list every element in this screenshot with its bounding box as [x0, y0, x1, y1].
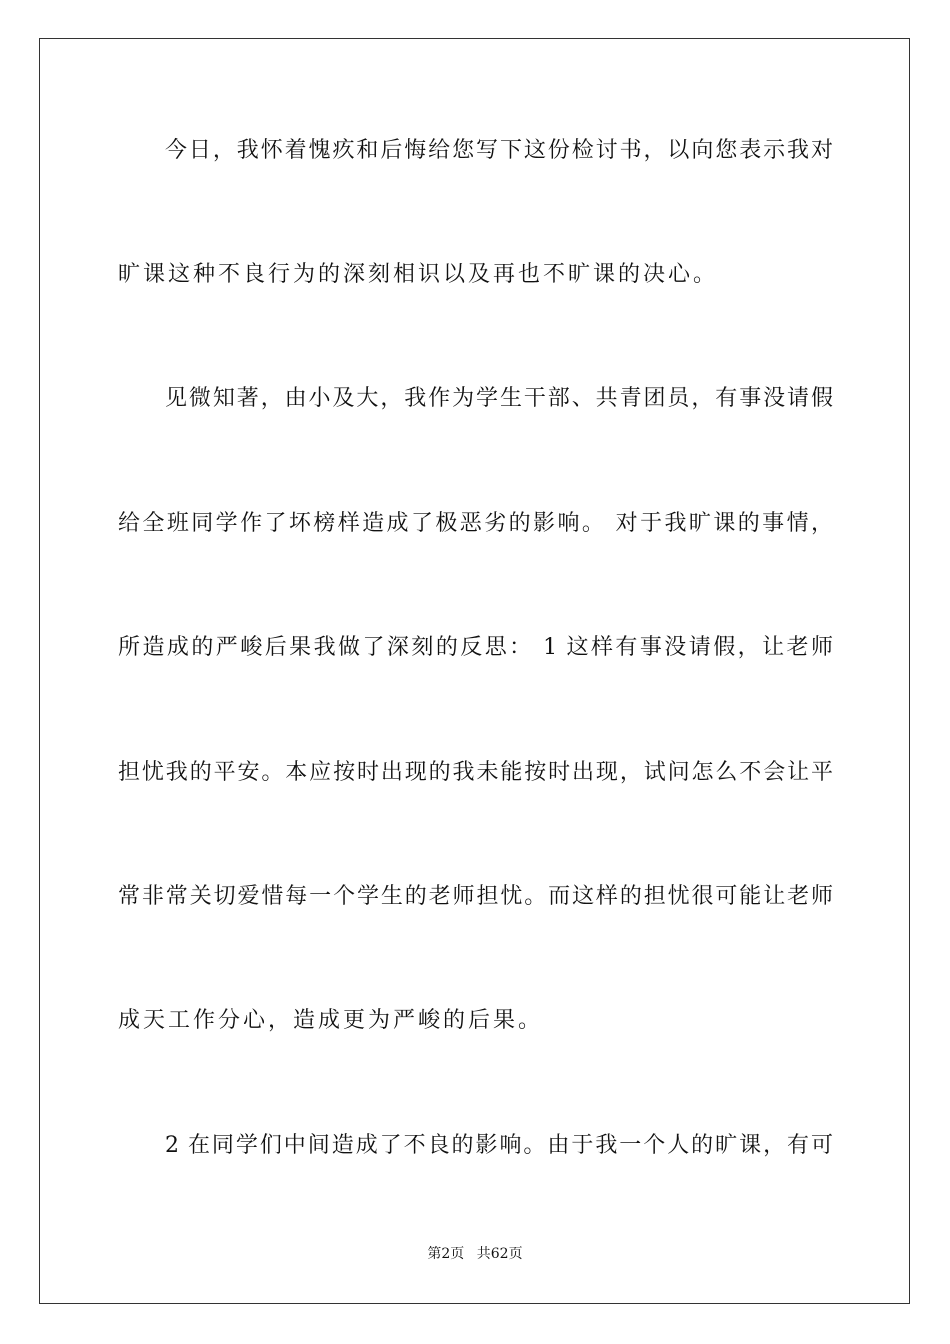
paragraph-line-8: 成天工作分心，造成更为严峻的后果。	[118, 1008, 544, 1033]
page-border	[39, 38, 910, 1304]
paragraph-line-9: 2 在同学们中间造成了不良的影响。由于我一个人的旷课，有可	[165, 1133, 833, 1158]
paragraph-line-7: 常非常关切爱惜每一个学生的老师担忧。而这样的担忧很可能让老师	[118, 884, 833, 909]
total-pages-label: 共62页	[476, 1246, 523, 1262]
current-page-label: 第2页	[427, 1246, 465, 1262]
page-footer	[0, 1244, 950, 1264]
paragraph-line-6: 担忧我的平安。本应按时出现的我未能按时出现，试问怎么不会让平	[118, 760, 833, 785]
paragraph-line-1: 今日，我怀着愧疚和后悔给您写下这份检讨书，以向您表示我对	[165, 138, 833, 163]
paragraph-line-5: 所造成的严峻后果我做了深刻的反思： 1 这样有事没请假，让老师	[118, 635, 833, 660]
paragraph-line-2: 旷课这种不良行为的深刻相识以及再也不旷课的决心。	[118, 262, 719, 287]
paragraph-line-3: 见微知著，由小及大，我作为学生干部、共青团员，有事没请假	[165, 386, 833, 411]
paragraph-line-4: 给全班同学作了坏榜样造成了极恶劣的影响。 对于我旷课的事情，	[118, 511, 833, 536]
